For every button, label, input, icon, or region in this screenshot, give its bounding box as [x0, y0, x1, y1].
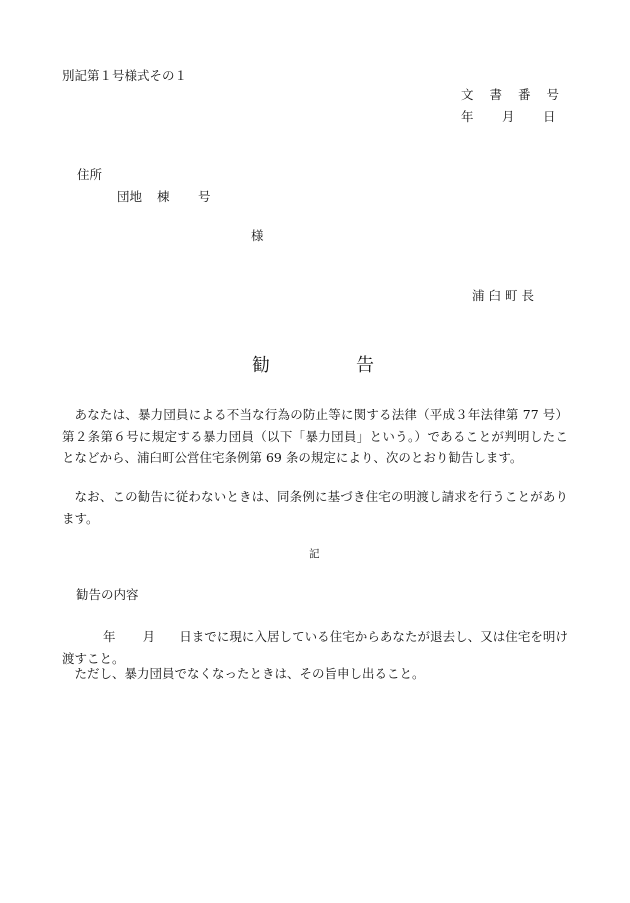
- note-paragraph: ただし、暴力団員でなくなったときは、その旨申し出ること。: [74, 666, 425, 681]
- body-paragraph-1: あなたは、暴力団員による不当な行為の防止等に関する法律（平成３年法律第 77 号）第２条第６号に規定する暴力団員（以下「暴力団員」という。）であることが判明したことなどから、浦臼町公営住宅条例第 69 条の規定により、次のとおり勧告します。: [62, 407, 568, 465]
- form-label: 別記第１号様式その１: [62, 68, 188, 83]
- addressee-honorific: 様: [251, 228, 264, 243]
- address-building: [117, 187, 211, 205]
- estate-label: 団地: [117, 189, 143, 204]
- block-label: 棟: [157, 189, 170, 204]
- document-number-char: 文: [461, 87, 474, 102]
- deadline-text: 日までに現に入居している住宅からあなたが退去し、又は住宅を明け渡すこと。: [62, 629, 568, 666]
- body-paragraph-2: なお、この勧告に従わないときは、同条例に基づき住宅の明渡し請求を行うことがあります。: [62, 489, 568, 526]
- record-label: 記: [309, 548, 320, 560]
- room-number-label: 号: [198, 189, 211, 204]
- document-number-char: 番: [518, 87, 531, 102]
- title-part1: 勧: [252, 355, 270, 376]
- date-year: 年: [461, 109, 474, 124]
- title-part2: 告: [356, 355, 374, 376]
- document-number-char: 書: [489, 87, 503, 102]
- date-day: 日: [543, 109, 556, 124]
- document-title: [252, 351, 374, 377]
- deadline-year: 年: [103, 629, 116, 644]
- deadline-month: 月: [142, 629, 156, 644]
- address-label: 住所: [77, 167, 103, 182]
- date-month: 月: [502, 109, 515, 124]
- content-label: 勧告の内容: [76, 587, 139, 602]
- document-number: [461, 85, 559, 103]
- issue-date: [461, 107, 556, 125]
- document-number-char: 号: [546, 87, 560, 102]
- sender-mayor: 浦臼町長: [472, 288, 539, 303]
